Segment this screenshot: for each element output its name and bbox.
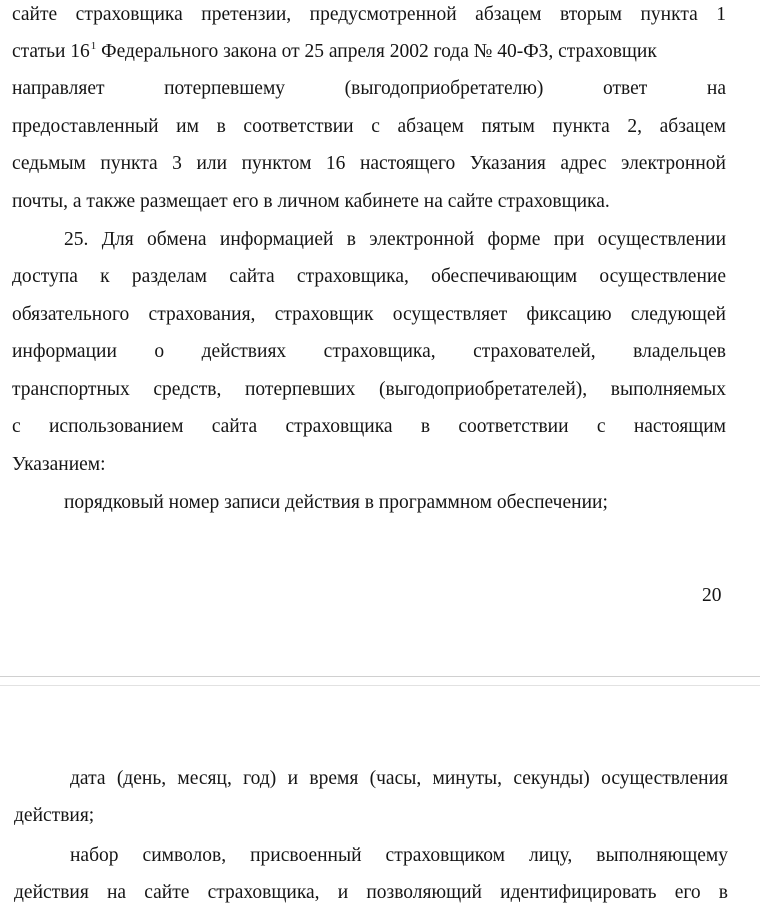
paragraph-25-first-line — [64, 229, 726, 253]
text-line-content: предоставленный им в соответствии с абзацем пятым пункта 2, абзацем — [12, 116, 726, 137]
footnote-superscript: 1 — [90, 40, 97, 52]
text-fragment: статьи 16 — [12, 41, 90, 62]
page-number: 20 — [702, 585, 722, 606]
text-line — [12, 41, 726, 65]
text-line — [12, 341, 726, 365]
text-line — [12, 454, 726, 478]
text-line-content: доступа к разделам сайта страховщика, обеспечивающим осуществление — [12, 266, 726, 287]
text-line-content: набор символов, присвоенный страховщиком лицу, выполняющему — [70, 845, 728, 866]
text-line-content: сайте страховщика претензии, предусмотренной абзацем вторым пункта 1 — [12, 4, 726, 25]
text-line — [12, 78, 726, 102]
text-line — [12, 416, 726, 440]
text-line-content: транспортных средств, потерпевших (выгодоприобретателей), выполняемых — [12, 379, 726, 400]
text-line-content: с использованием сайта страховщика в соответствии с настоящим — [12, 416, 726, 437]
text-line-content: действия; — [14, 805, 95, 826]
text-line — [12, 379, 726, 403]
list-item-line — [70, 845, 728, 869]
text-line — [12, 266, 726, 290]
text-line-content: 25. Для обмена информацией в электронной форме при осуществлении — [64, 229, 726, 250]
text-line — [14, 805, 728, 829]
list-item-line — [64, 492, 726, 516]
text-line-content: Указанием: — [12, 454, 106, 475]
text-line-content: почты, а также размещает его в личном кабинете на сайте страховщика. — [12, 191, 610, 212]
document-page-lower — [0, 686, 760, 913]
text-line-content: действия на сайте страховщика, и позволяющий идентифицировать его в — [14, 882, 728, 903]
text-fragment: Федерального закона от 25 апреля 2002 года № 40-ФЗ, страховщик — [96, 41, 657, 62]
text-line — [12, 4, 726, 28]
text-line — [12, 153, 726, 177]
text-line — [12, 304, 726, 328]
text-line — [12, 191, 726, 215]
text-line-content: порядковый номер записи действия в программном обеспечении; — [64, 492, 608, 513]
text-line-content: дата (день, месяц, год) и время (часы, минуты, секунды) осуществления — [70, 768, 728, 789]
text-line — [12, 116, 726, 140]
list-item-line — [70, 768, 728, 792]
text-line-content: информации о действиях страховщика, страхователей, владельцев — [12, 341, 726, 362]
page-break-divider — [0, 676, 760, 686]
text-line-content: обязательного страхования, страховщик осуществляет фиксацию следующей — [12, 304, 726, 325]
text-line — [14, 882, 728, 906]
text-line-content: седьмым пункта 3 или пунктом 16 настоящего Указания адрес электронной — [12, 153, 726, 174]
text-line-content: направляет потерпевшему (выгодоприобретателю) ответ на — [12, 78, 726, 99]
